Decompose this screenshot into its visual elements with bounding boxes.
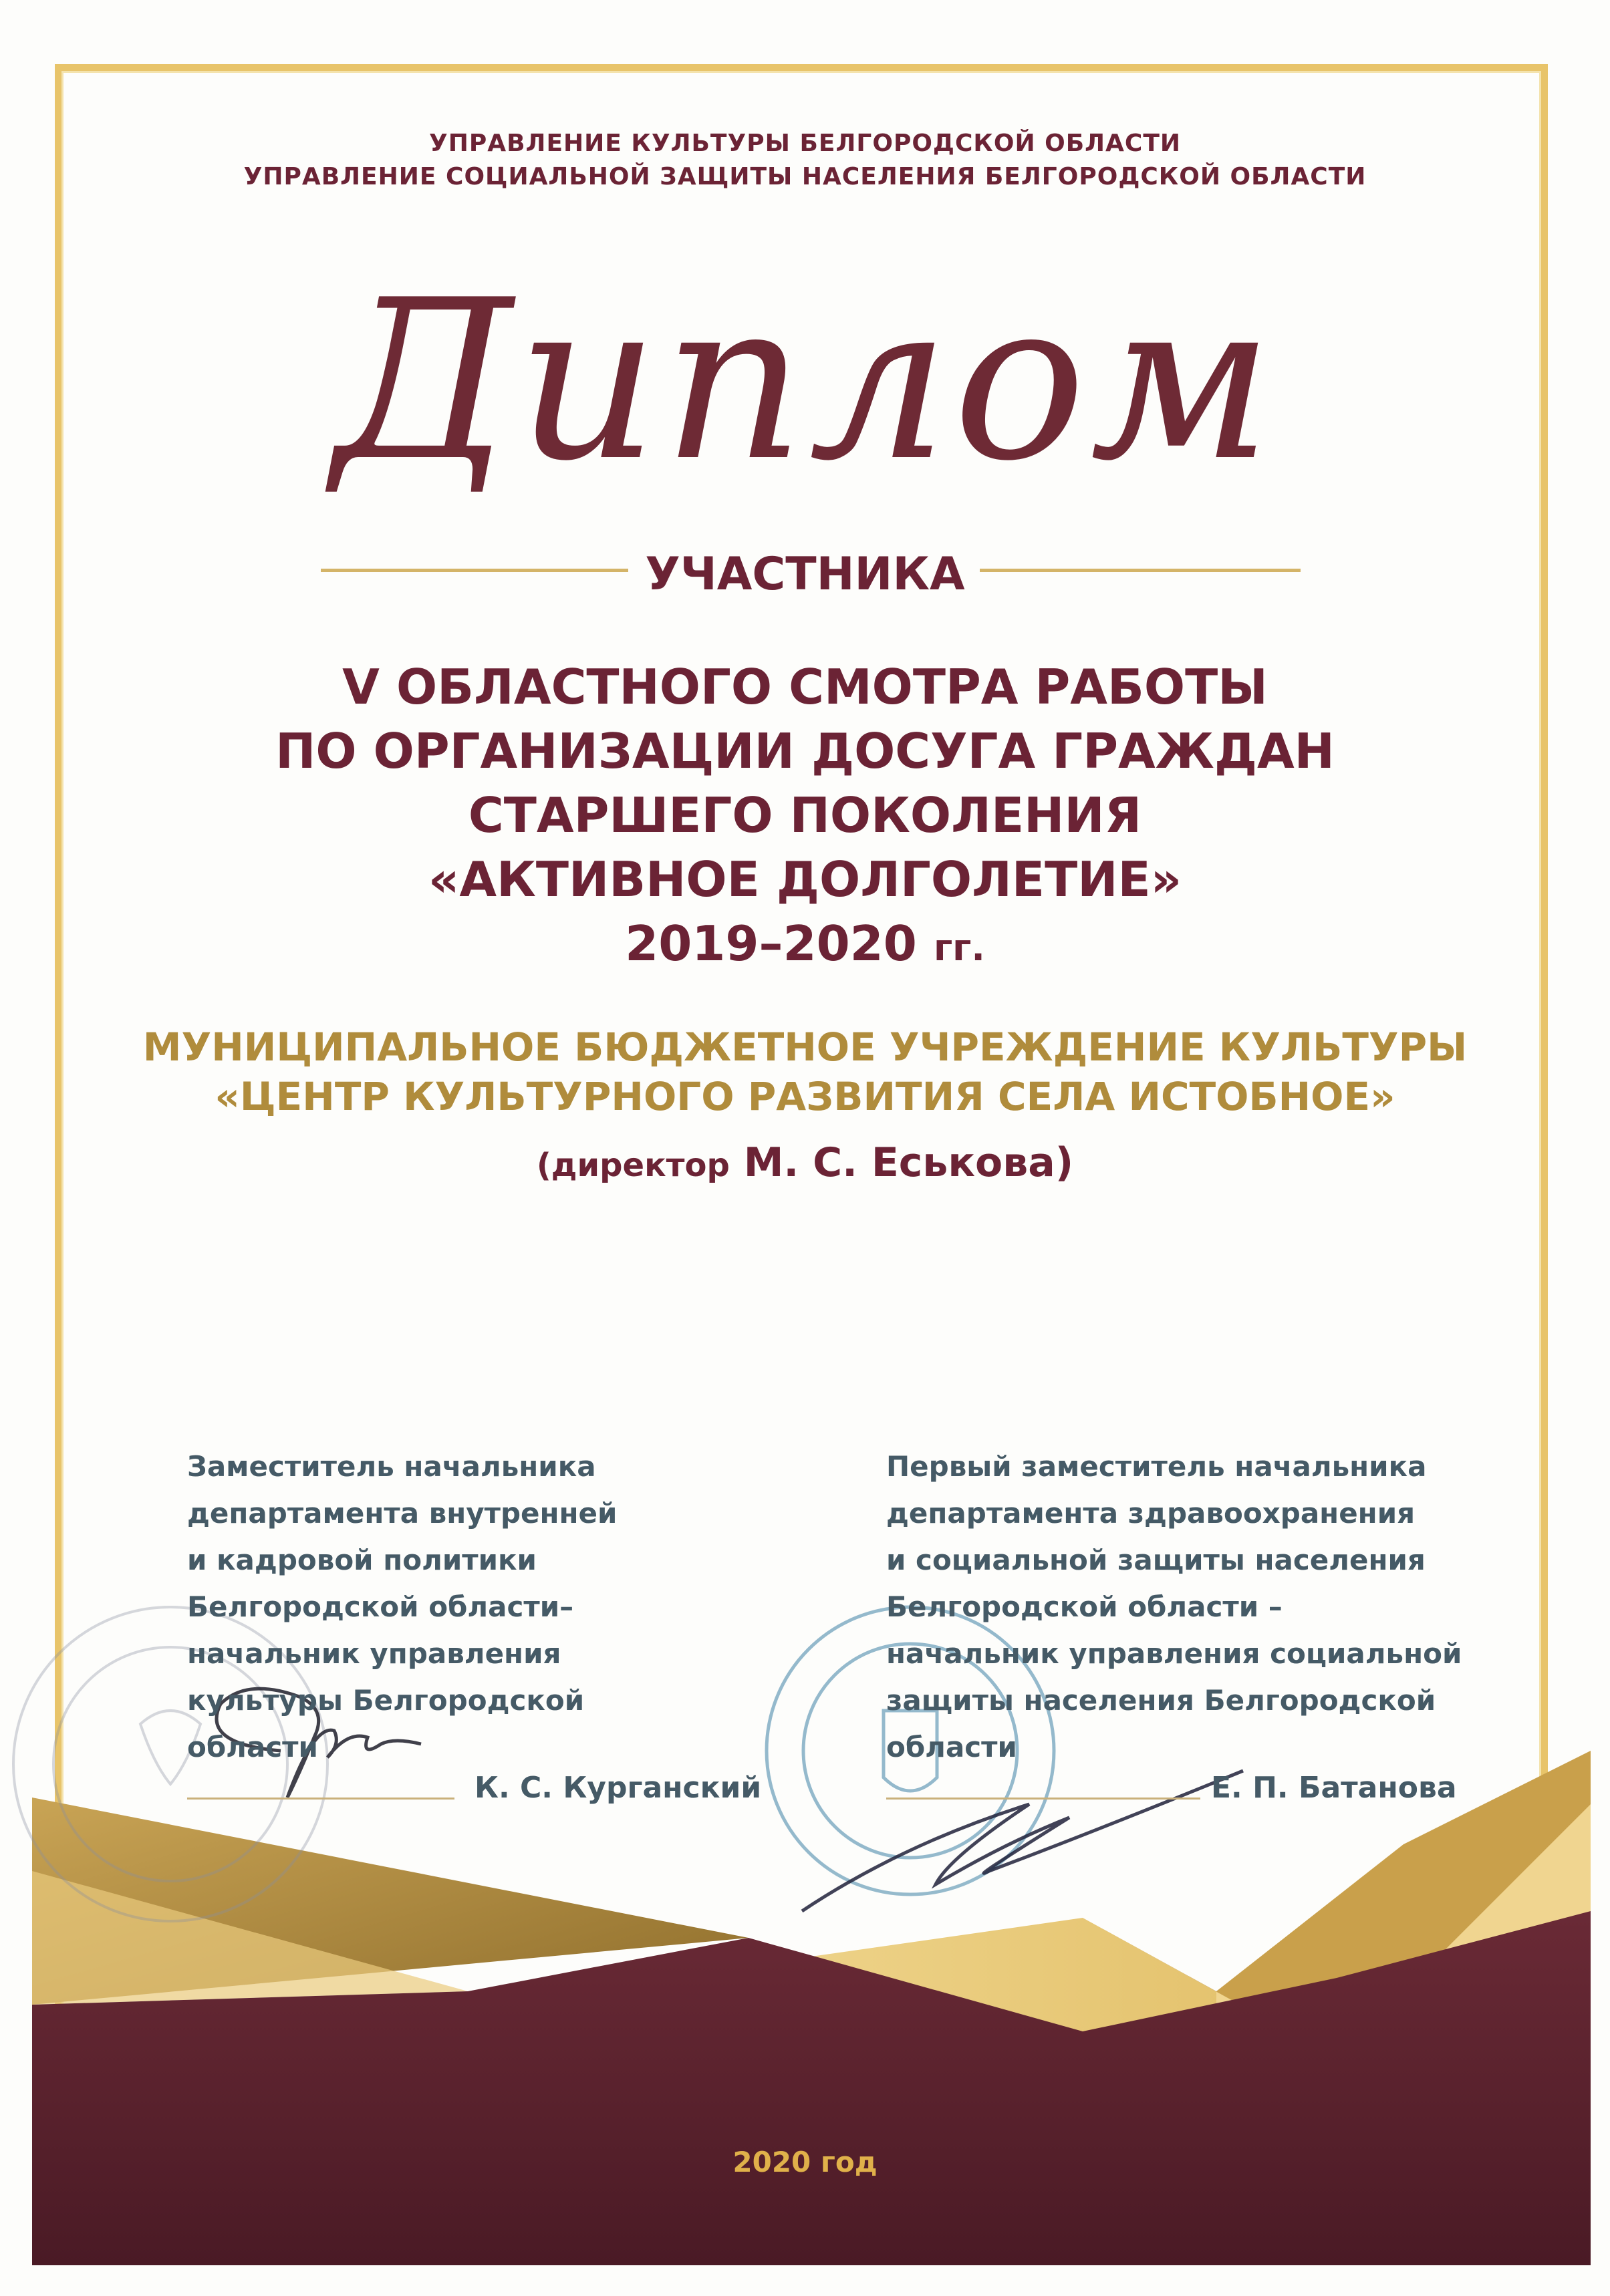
left-title-line: области <box>187 1731 318 1763</box>
left-title-line: Заместитель начальника <box>187 1450 596 1483</box>
right-title-line: и социальной защиты населения <box>886 1544 1426 1576</box>
right-title-line: департамента здравоохранения <box>886 1497 1416 1530</box>
right-signature-line <box>886 1798 1200 1800</box>
left-signatory-title <box>187 1443 617 1771</box>
event-years-suffix: гг. <box>933 927 985 969</box>
diploma-script-title: Диплом <box>333 253 1277 509</box>
director-name: М. С. Еськова) <box>743 1139 1074 1186</box>
right-title-line: начальник управления социальной <box>886 1637 1462 1670</box>
issuer-line-2: УПРАВЛЕНИЕ СОЦИАЛЬНОЙ ЗАЩИТЫ НАСЕЛЕНИЯ БЕЛГОРОДСКОЙ ОБЛАСТИ <box>243 163 1367 190</box>
left-title-line: Белгородской области– <box>187 1590 574 1623</box>
right-title-line: Первый заместитель начальника <box>886 1450 1427 1483</box>
issuer-line-1: УПРАВЛЕНИЕ КУЛЬТУРЫ БЕЛГОРОДСКОЙ ОБЛАСТИ <box>428 130 1182 157</box>
event-years: 2019–2020 <box>625 915 917 972</box>
right-title-line: Белгородской области – <box>886 1590 1283 1623</box>
left-title-line: культуры Белгородской <box>187 1684 585 1717</box>
right-title-line: области <box>886 1731 1017 1763</box>
event-line-1: V ОБЛАСТНОГО СМОТРА РАБОТЫ <box>342 659 1268 715</box>
event-line-4: «АКТИВНОЕ ДОЛГОЛЕТИЕ» <box>428 851 1182 907</box>
footer-year: 2020 год <box>732 2146 878 2178</box>
left-title-line: и кадровой политики <box>187 1544 537 1576</box>
left-title-line: департамента внутренней <box>187 1497 618 1530</box>
recipient-org-line-2: «ЦЕНТР КУЛЬТУРНОГО РАЗВИТИЯ СЕЛА ИСТОБНОЕ» <box>215 1074 1395 1119</box>
right-signatory-title <box>886 1443 1462 1771</box>
event-line-3: СТАРШЕГО ПОКОЛЕНИЯ <box>468 787 1142 843</box>
left-signatory-name: К. С. Курганский <box>475 1771 762 1805</box>
event-line-2: ПО ОРГАНИЗАЦИИ ДОСУГА ГРАЖДАН <box>275 723 1335 779</box>
director-prefix: (директор <box>536 1147 730 1184</box>
right-signatory-name: Е. П. Батанова <box>1211 1771 1457 1805</box>
left-signature-line <box>187 1798 454 1800</box>
right-title-line: защиты населения Белгородской <box>886 1684 1436 1717</box>
diploma-subtitle: УЧАСТНИКА <box>645 548 965 601</box>
left-title-line: начальник управления <box>187 1637 561 1670</box>
recipient-org-line-1: МУНИЦИПАЛЬНОЕ БЮДЖЕТНОЕ УЧРЕЖДЕНИЕ КУЛЬТУРЫ <box>142 1024 1468 1070</box>
